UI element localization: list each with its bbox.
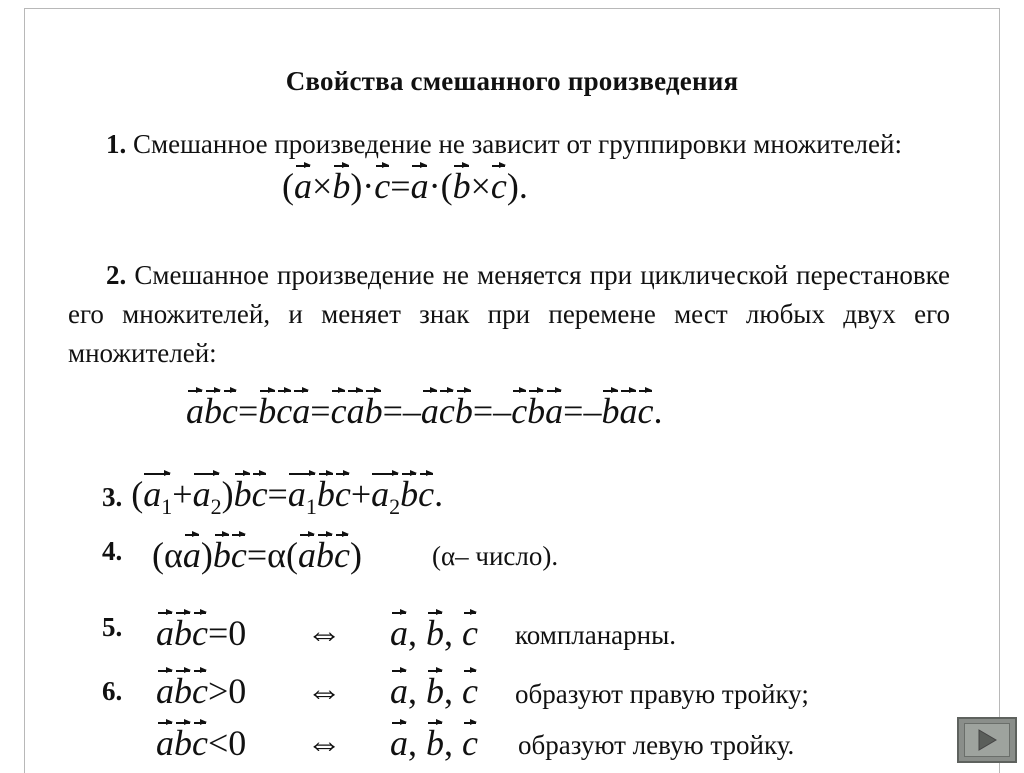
- property-6b-text: образуют левую тройку.: [518, 730, 795, 760]
- property-2: [68, 256, 950, 373]
- equivalence-6b: ⇔: [306, 723, 342, 763]
- property-5-text: компланарны.: [515, 620, 676, 650]
- equivalence-5: ⇔: [306, 613, 342, 653]
- vectors-5: a, b, c: [390, 613, 478, 653]
- formula-6b: abc<0: [156, 723, 247, 763]
- property-6a-text: образуют правую тройку;: [515, 679, 809, 709]
- property-4-note: (α– число).: [432, 541, 559, 571]
- formula-4: (αa)bc=α(abc): [152, 535, 362, 575]
- equivalence-6a: ⇔: [306, 671, 342, 711]
- vectors-6a: a, b, c: [390, 671, 478, 711]
- next-slide-button-face[interactable]: [964, 723, 1010, 757]
- play-right-icon: [976, 728, 998, 752]
- formula-3: $(a_1+a_2)bc=a_1bc+a_2bc$.: [122, 474, 444, 519]
- vectors-6b: a, b, c: [390, 723, 478, 763]
- next-slide-button[interactable]: [957, 717, 1017, 763]
- formula-2: abc=bca=cab=–acb=–cba=–bac.: [186, 391, 663, 431]
- property-2-text: Смешанное произведение не меняется при циклической перестановке его множителей, и меняет знак при перемене мест любых двух его множителей:: [68, 260, 950, 368]
- formula-1: (a×b)·c=a·(b×c).: [282, 166, 528, 206]
- property-5-number: 5.: [102, 612, 123, 642]
- formula-6a: abc>0: [156, 671, 247, 711]
- formula-5: abc=0: [156, 613, 247, 653]
- property-6-number: 6.: [102, 676, 123, 706]
- property-1-number: 1.: [106, 129, 127, 159]
- property-5: [102, 612, 122, 643]
- property-2-number: 2.: [106, 260, 127, 290]
- property-1-text: Смешанное произведение не зависит от группировки множителей:: [126, 129, 902, 159]
- property-4: [102, 536, 122, 567]
- property-3: [102, 473, 443, 520]
- property-1: [68, 125, 950, 164]
- property-4-number: 4.: [102, 536, 123, 566]
- property-3-number: 3.: [102, 482, 123, 512]
- property-6: [102, 676, 122, 707]
- slide-title: Свойства смешанного произведения: [285, 66, 739, 96]
